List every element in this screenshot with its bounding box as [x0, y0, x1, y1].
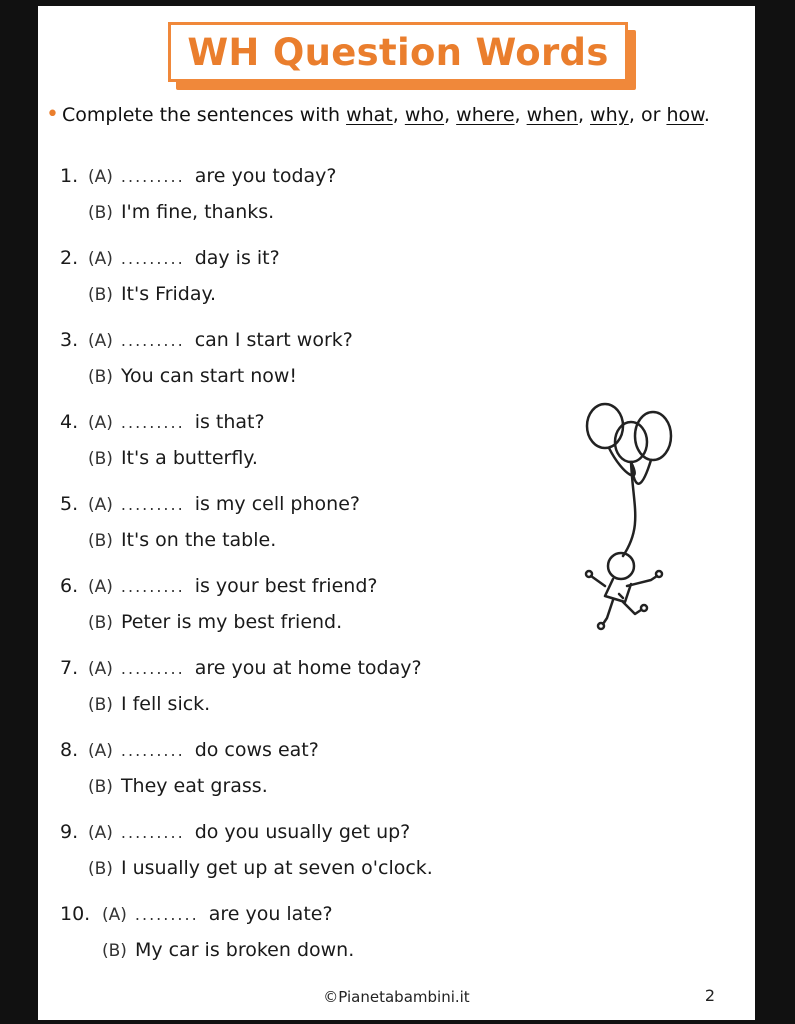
- exercise-item: [60, 814, 433, 896]
- item-number: 5.: [60, 493, 79, 515]
- answer-line: [60, 850, 433, 886]
- answer-blank[interactable]: .........: [120, 413, 185, 432]
- item-number: 3.: [60, 329, 79, 351]
- item-number: 6.: [60, 575, 79, 597]
- exercise-list: [60, 158, 433, 978]
- question-text: are you late?: [208, 903, 333, 925]
- answer-text: My car is broken down.: [134, 939, 355, 961]
- word-why: why: [590, 104, 629, 126]
- instruction-line: • Complete the sentences with what, who, where, when, why, or how.: [46, 102, 710, 127]
- b-label: (B): [102, 941, 127, 961]
- balloon-child-illustration: [583, 396, 723, 636]
- question-line: [60, 814, 433, 850]
- item-number: 9.: [60, 821, 79, 843]
- answer-blank[interactable]: .........: [120, 659, 185, 678]
- question-text: are you today?: [194, 165, 337, 187]
- instruction-prefix: Complete the sentences with: [61, 104, 347, 126]
- exercise-item: [60, 486, 433, 568]
- b-label: (B): [88, 613, 113, 633]
- answer-blank[interactable]: .........: [120, 249, 185, 268]
- item-number: 7.: [60, 657, 79, 679]
- b-label: (B): [88, 777, 113, 797]
- a-label: (A): [88, 577, 113, 597]
- b-label: (B): [88, 859, 113, 879]
- answer-blank[interactable]: .........: [120, 495, 185, 514]
- page-number: 2: [704, 986, 715, 1005]
- answer-text: I fell sick.: [120, 693, 211, 715]
- question-text: do you usually get up?: [194, 821, 411, 843]
- answer-blank[interactable]: .........: [120, 577, 185, 596]
- question-text: are you at home today?: [194, 657, 422, 679]
- a-label: (A): [88, 659, 113, 679]
- b-label: (B): [88, 285, 113, 305]
- answer-text: It's a butterfly.: [120, 447, 258, 469]
- word-when: when: [526, 104, 578, 126]
- answer-text: I usually get up at seven o'clock.: [120, 857, 433, 879]
- a-label: (A): [102, 905, 127, 925]
- item-number: 4.: [60, 411, 79, 433]
- a-label: (A): [88, 413, 113, 433]
- item-number: 1.: [60, 165, 79, 187]
- exercise-item: [60, 896, 433, 978]
- answer-blank[interactable]: .........: [120, 823, 185, 842]
- answer-text: It's on the table.: [120, 529, 277, 551]
- word-what: what: [346, 104, 393, 126]
- item-number: 2.: [60, 247, 79, 269]
- instruction-end: .: [703, 104, 710, 126]
- a-label: (A): [88, 495, 113, 515]
- b-label: (B): [88, 203, 113, 223]
- a-label: (A): [88, 331, 113, 351]
- answer-line: [60, 686, 433, 722]
- b-label: (B): [88, 367, 113, 387]
- answer-line: [60, 358, 433, 394]
- word-who: who: [404, 104, 445, 126]
- a-label: (A): [88, 249, 113, 269]
- exercise-item: [60, 568, 433, 650]
- question-text: is my cell phone?: [194, 493, 360, 515]
- answer-line: [60, 604, 433, 640]
- answer-text: You can start now!: [120, 365, 298, 387]
- item-number: 8.: [60, 739, 79, 761]
- answer-line: [60, 440, 433, 476]
- question-text: can I start work?: [194, 329, 353, 351]
- answer-line: [60, 932, 433, 968]
- copyright-footer: ©Pianetabambini.it: [323, 988, 470, 1006]
- exercise-item: [60, 650, 433, 732]
- question-line: [60, 650, 433, 686]
- answer-text: They eat grass.: [120, 775, 268, 797]
- question-line: [60, 158, 433, 194]
- exercise-item: [60, 404, 433, 486]
- question-line: [60, 240, 433, 276]
- exercise-item: [60, 240, 433, 322]
- answer-line: [60, 768, 433, 804]
- b-label: (B): [88, 449, 113, 469]
- worksheet-page: [38, 6, 755, 1020]
- exercise-item: [60, 322, 433, 404]
- question-line: [60, 732, 433, 768]
- answer-line: [60, 522, 433, 558]
- title-banner: [168, 22, 628, 82]
- answer-line: [60, 194, 433, 230]
- item-number: 10.: [60, 903, 91, 925]
- question-text: do cows eat?: [194, 739, 319, 761]
- a-label: (A): [88, 823, 113, 843]
- question-line: [60, 322, 433, 358]
- question-line: [60, 486, 433, 522]
- question-text: is that?: [194, 411, 265, 433]
- answer-text: I'm fine, thanks.: [120, 201, 275, 223]
- a-label: (A): [88, 741, 113, 761]
- instruction-conj: or: [640, 104, 661, 126]
- b-label: (B): [88, 531, 113, 551]
- exercise-item: [60, 158, 433, 240]
- a-label: (A): [88, 167, 113, 187]
- answer-text: Peter is my best friend.: [120, 611, 343, 633]
- answer-blank[interactable]: .........: [120, 331, 185, 350]
- b-label: (B): [88, 695, 113, 715]
- question-line: [60, 568, 433, 604]
- page-title: WH Question Words: [168, 22, 628, 82]
- exercise-item: [60, 732, 433, 814]
- question-text: day is it?: [194, 247, 280, 269]
- question-line: [60, 404, 433, 440]
- answer-blank[interactable]: .........: [120, 741, 185, 760]
- question-text: is your best friend?: [194, 575, 378, 597]
- word-how: how: [666, 104, 704, 126]
- question-line: [60, 896, 433, 932]
- answer-line: [60, 276, 433, 312]
- answer-blank[interactable]: .........: [134, 905, 199, 924]
- word-where: where: [456, 104, 515, 126]
- bullet-icon: •: [46, 102, 59, 127]
- answer-blank[interactable]: .........: [120, 167, 185, 186]
- answer-text: It's Friday.: [120, 283, 217, 305]
